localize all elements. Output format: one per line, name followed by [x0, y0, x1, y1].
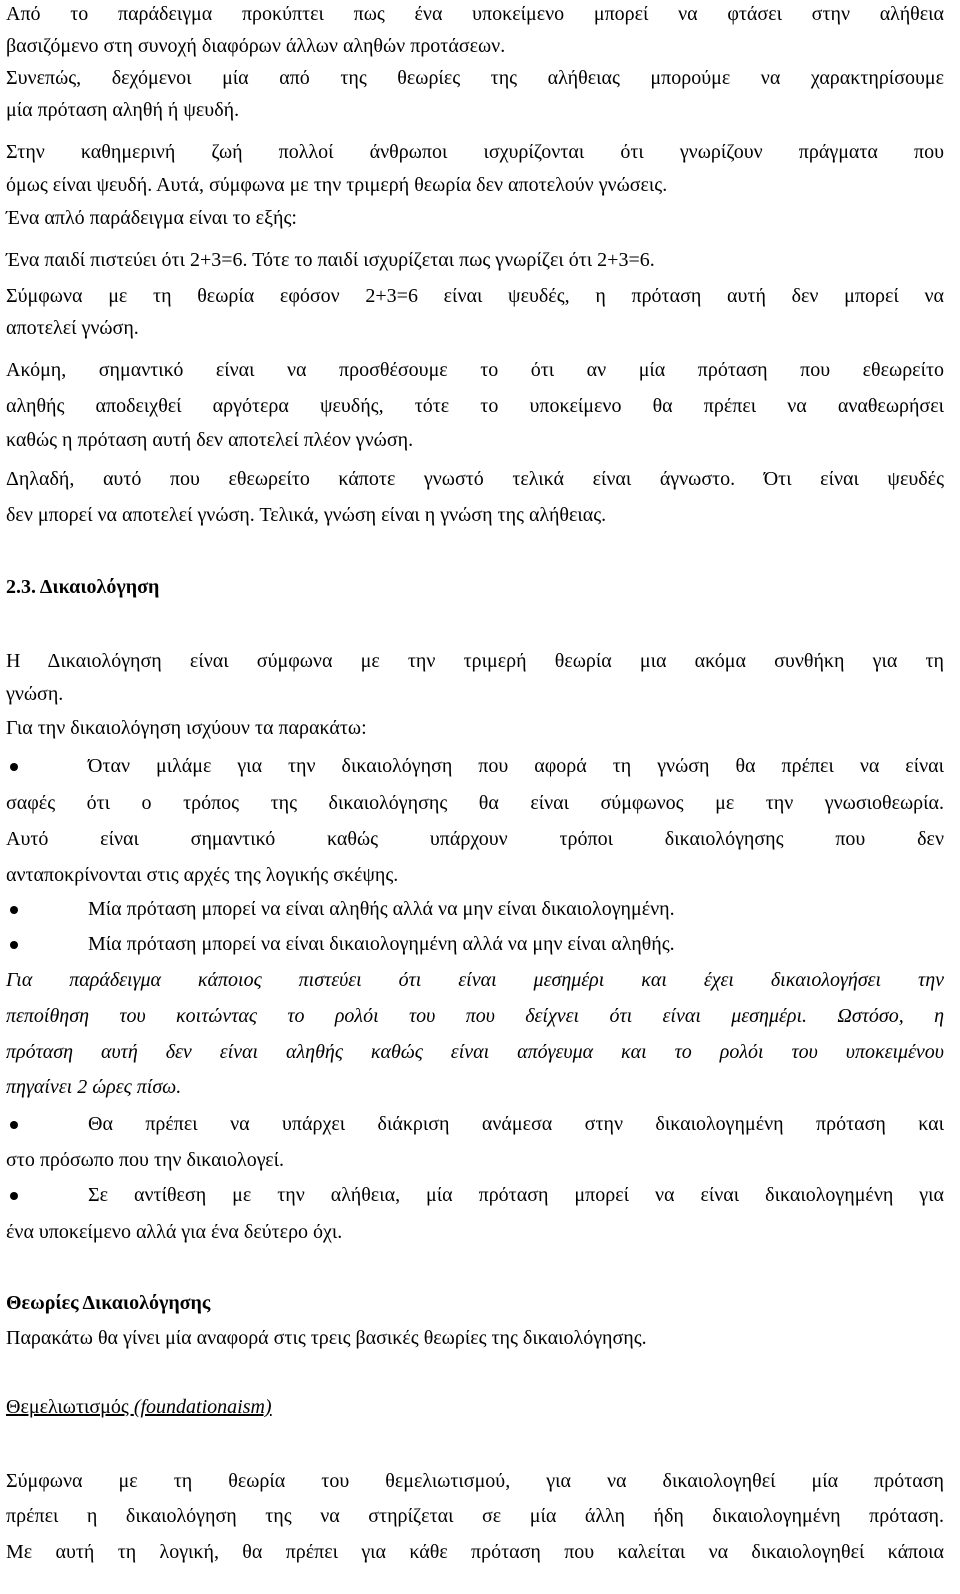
paragraph-line: βασιζόμενο στη συνοχή διαφόρων άλλων αληθών προτάσεων.: [6, 35, 506, 57]
list-item-line: ανταποκρίνονται στις αρχές της λογικής σκέψης.: [6, 864, 399, 886]
paragraph-line: μία πρόταση αληθή ή ψευδή.: [6, 99, 240, 121]
paragraph-line: δεν μπορεί να αποτελεί γνώση. Τελικά, γνώση είναι η γνώση της αλήθειας.: [6, 504, 607, 526]
bullet-icon: [10, 941, 18, 949]
list-item-line: Όταν μιλάμε για την δικαιολόγηση που αφορά τη γνώση θα πρέπει να είναι: [88, 755, 944, 777]
paragraph-line: καθώς η πρόταση αυτή δεν αποτελεί πλέον γνώση.: [6, 429, 414, 451]
list-item-line: ένα υποκείμενο αλλά για ένα δεύτερο όχι.: [6, 1221, 343, 1243]
list-item-line: Μία πρόταση μπορεί να είναι δικαιολογημένη αλλά να μην είναι αληθής.: [88, 933, 675, 955]
paragraph-line: αληθής αποδειχθεί αργότερα ψευδής, τότε το υποκείμενο θα πρέπει να αναθεωρήσει: [6, 395, 944, 417]
sub-heading-text: Θεμελιωτισμός: [6, 1396, 134, 1418]
paragraph-line: Ένα παιδί πιστεύει ότι 2+3=6. Τότε το παιδί ισχυρίζεται πως γνωρίζει ότι 2+3=6.: [6, 249, 655, 271]
paragraph-line: Από το παράδειγμα προκύπτει πως ένα υποκείμενο μπορεί να φτάσει στην αλήθεια: [6, 3, 944, 25]
paragraph-line: Δηλαδή, αυτό που εθεωρείτο κάποτε γνωστό τελικά είναι άγνωστο. Ότι είναι ψευδές: [6, 468, 944, 490]
paragraph-line: Η Δικαιολόγηση είναι σύμφωνα με την τριμερή θεωρία μια ακόμα συνθήκη για τη: [6, 650, 944, 672]
section-heading: 2.3. Δικαιολόγηση: [6, 576, 160, 598]
paragraph-line: γνώση.: [6, 683, 64, 705]
paragraph-line: Συνεπώς, δεχόμενοι μία από της θεωρίες της αλήθειας μπορούμε να χαρακτηρίσουμε: [6, 67, 944, 89]
example-line: πηγαίνει 2 ώρες πίσω.: [6, 1076, 182, 1098]
bullet-icon: [10, 763, 18, 771]
example-line: πρόταση αυτή δεν είναι αληθής καθώς είναι απόγευμα και το ρολόι του υποκειμένου: [6, 1041, 944, 1063]
paragraph-line: Με αυτή τη λογική, θα πρέπει για κάθε πρόταση που καλείται να δικαιολογηθεί κάποια: [6, 1541, 944, 1563]
paragraph-line: Σύμφωνα με τη θεωρία εφόσον 2+3=6 είναι ψευδές, η πρόταση αυτή δεν μπορεί να: [6, 285, 944, 307]
paragraph-line: Ακόμη, σημαντικό είναι να προσθέσουμε το ότι αν μία πρόταση που εθεωρείτο: [6, 359, 944, 381]
bullet-icon: [10, 1192, 18, 1200]
list-item-line: Αυτό είναι σημαντικό καθώς υπάρχουν τρόποι δικαιολόγησης που δεν: [6, 828, 944, 850]
sub-heading-term: (foundationaism): [133, 1396, 272, 1418]
example-line: πεποίθηση του κοιτώντας το ρολόι του που δείχνει ότι είναι μεσημέρι. Ωστόσο, η: [6, 1005, 944, 1027]
list-item-line: Σε αντίθεση με την αλήθεια, μία πρόταση μπορεί να είναι δικαιολογημένη για: [88, 1184, 944, 1206]
list-item-line: Μία πρόταση μπορεί να είναι αληθής αλλά να μην είναι δικαιολογημένη.: [88, 898, 675, 920]
paragraph-line: Παρακάτω θα γίνει μία αναφορά στις τρεις βασικές θεωρίες της δικαιολόγησης.: [6, 1327, 647, 1349]
paragraph-line: όμως είναι ψευδή. Αυτά, σύμφωνα με την τριμερή θεωρία δεν αποτελούν γνώσεις.: [6, 174, 668, 196]
bullet-icon: [10, 1121, 18, 1129]
paragraph-line: Για την δικαιολόγηση ισχύουν τα παρακάτω:: [6, 717, 367, 739]
paragraph-line: Ένα απλό παράδειγμα είναι το εξής:: [6, 207, 297, 229]
sub-heading: [6, 1393, 944, 1421]
list-item-line: Θα πρέπει να υπάρχει διάκριση ανάμεσα στην δικαιολογημένη πρόταση και: [88, 1113, 944, 1135]
bullet-icon: [10, 906, 18, 914]
section-heading: Θεωρίες Δικαιολόγησης: [6, 1292, 211, 1314]
paragraph-line: Στην καθημερινή ζωή πολλοί άνθρωποι ισχυρίζονται ότι γνωρίζουν πράγματα που: [6, 141, 944, 163]
example-line: Για παράδειγμα κάποιος πιστεύει ότι είναι μεσημέρι και έχει δικαιολογήσει την: [6, 969, 944, 991]
list-item-line: σαφές ότι ο τρόπος της δικαιολόγησης θα είναι σύμφωνος με την γνωσιοθεωρία.: [6, 792, 944, 814]
paragraph-line: αποτελεί γνώση.: [6, 317, 139, 339]
list-item-line: στο πρόσωπο που την δικαιολογεί.: [6, 1149, 285, 1171]
paragraph-line: πρέπει η δικαιολόγηση της να στηρίζεται σε μία άλλη ήδη δικαιολογημένη πρόταση.: [6, 1505, 944, 1527]
paragraph-line: Σύμφωνα με τη θεωρία του θεμελιωτισμού, για να δικαιολογηθεί μία πρόταση: [6, 1470, 944, 1492]
